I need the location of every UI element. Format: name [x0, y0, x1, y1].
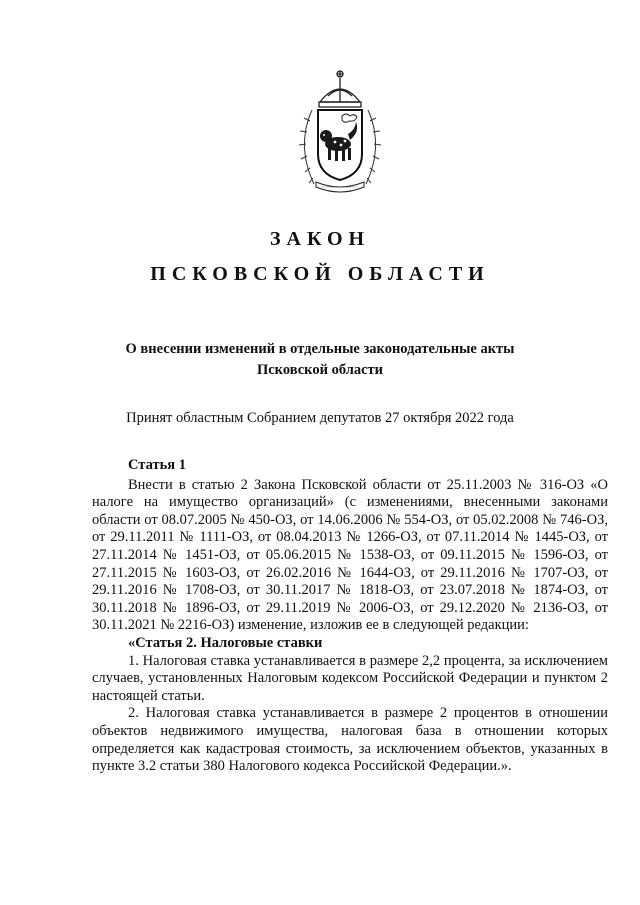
law-body — [92, 457, 608, 776]
article-1-heading: Статья 1 — [128, 457, 186, 473]
coat-of-arms-emblem — [290, 66, 390, 198]
article-2-paragraph-1: 1. Налоговая ставка устанавливается в размере 2,2 процента, за исключением случаев, установленных Налоговым кодексом Российской Федерации и пунктом 2 настоящей статьи. — [92, 652, 608, 704]
law-subject: О внесении изменений в отдельные законодательные акты Псковской области — [125, 341, 515, 378]
law-region-title: ПСКОВСКОЙ ОБЛАСТИ — [150, 263, 490, 285]
article-1-text: Внести в статью 2 Закона Псковской области от 25.11.2003 № 316-ОЗ «О налоге на имущество организаций» (с изменениями, внесенными законами области от 08.07.2005 № 450-ОЗ, от 14.06.2006 № 554-ОЗ, от 05.02.2008 № 746-ОЗ, от 29.11.2011 № 1111-ОЗ, от 08.04.2013 № 1266-ОЗ, от 07.11.2014 № 1445-ОЗ, от 27.11.2014 № 1451-ОЗ, от 05.06.2015 № 1538-ОЗ, от 09.11.2015 № 1596-ОЗ, от 27.11.2015 № 1603-ОЗ, от 26.02.2016 № 1644-ОЗ, от 29.11.2016 № 1707-ОЗ, от 29.11.2016 № 1708-ОЗ, от 30.11.2017 № 1818-ОЗ, от 23.07.2018 № 1874-ОЗ, от 30.11.2018 № 1896-ОЗ, от 29.11.2019 № 2006-ОЗ, от 29.12.2020 № 2136-ОЗ, от 30.11.2021 № 2216-ОЗ) изменение, изложив ее в следующей редакции: — [92, 476, 608, 634]
article-2-heading: «Статья 2. Налоговые ставки — [128, 634, 323, 651]
law-title: ЗАКОН — [269, 228, 371, 250]
adoption-date-line: Принят областным Собранием депутатов 27 октября 2022 года — [126, 410, 514, 426]
article-2-paragraph-2: 2. Налоговая ставка устанавливается в размере 2 процентов в отношении объектов недвижимого имущества, налоговая база в отношении которых определяется как кадастровая стоимость, за исключением объектов, указанных в пункте 3.2 статьи 380 Налогового кодекса Российской Федерации.». — [92, 705, 608, 775]
